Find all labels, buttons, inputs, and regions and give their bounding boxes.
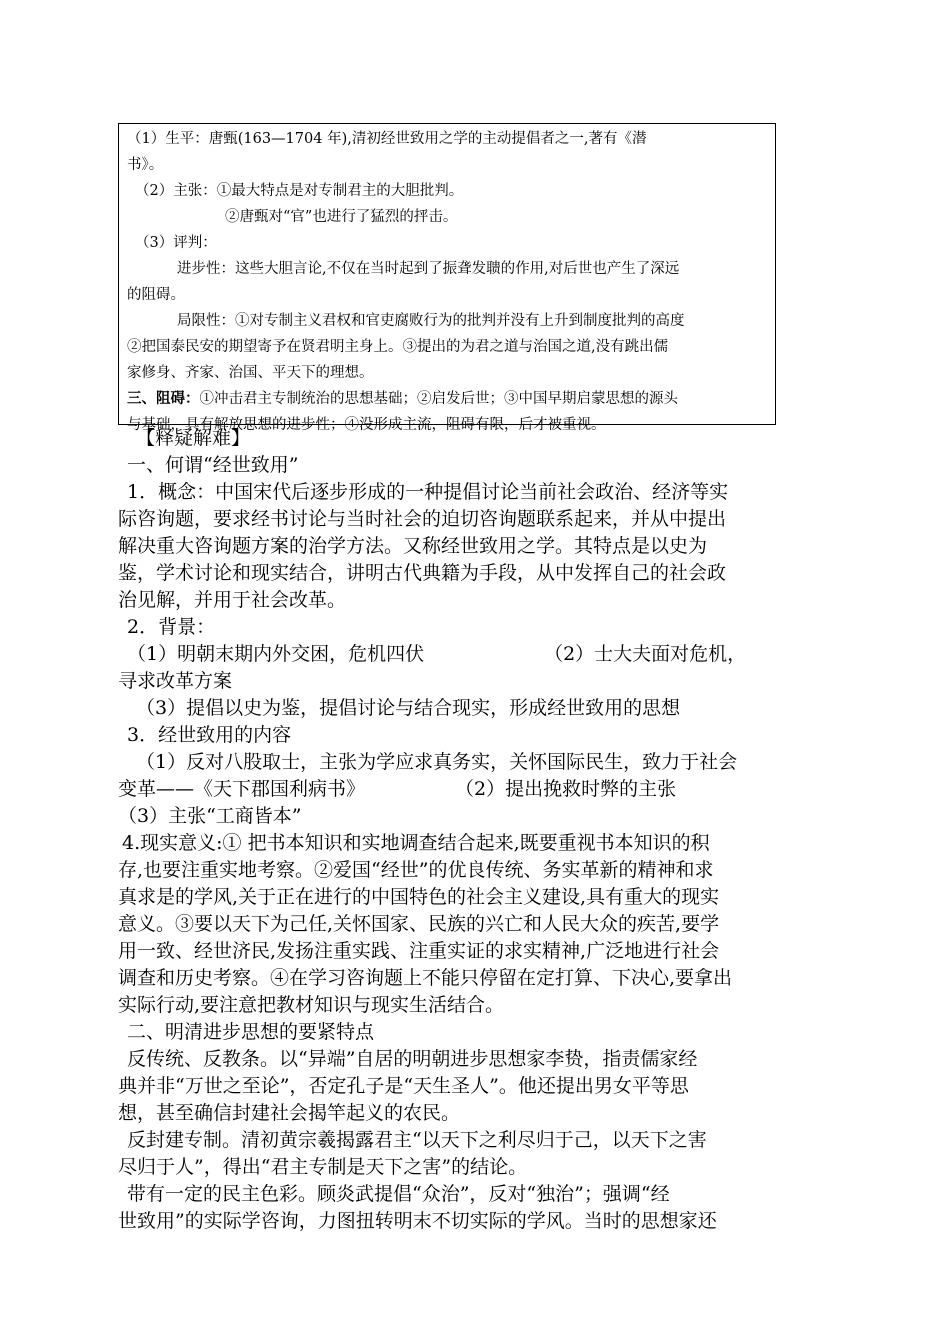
box-line — [127, 386, 767, 412]
box-text: ①冲击君主专制统治的思想基础；②启发后世；③中国早期启蒙思想的源头 — [199, 391, 678, 407]
paragraph-line: 用一致、经世济民,发扬注重实践、注重实证的求实精神,广泛地进行社会 — [118, 940, 720, 962]
paragraph-line: 1．概念：中国宋代后逐步形成的一种提倡讨论当前社会政治、经济等实 — [127, 481, 729, 503]
box-line: 书》。 — [127, 157, 164, 173]
paragraph-line: 治见解，并用于社会改革。 — [118, 589, 347, 611]
item: （2）士大夫面对危机， — [544, 643, 747, 665]
paragraph-line: 调查和历史考察。④在学习咨询题上不能只停留在定打算、下决心,要拿出 — [118, 967, 733, 989]
paragraph-line: 想，甚至确信封建社会揭竿起义的农民。 — [118, 1102, 461, 1124]
paragraph-line: 鉴，学术讨论和现实结合，讲明古代典籍为手段，从中发挥自己的社会政 — [118, 562, 727, 584]
paragraph-line: （1）反对八股取士，主张为学应求真务实，关怀国际民生，致力于社会 — [136, 751, 738, 773]
paragraph-line: 世致用”的实际学咨询，力图扭转明末不切实际的学风。当时的思想家还 — [118, 1210, 717, 1232]
paragraph-line: 反传统、反教条。以“异端”自居的明朝进步思想家李贽，指责儒家经 — [127, 1048, 698, 1070]
main-text — [118, 425, 838, 1235]
paragraph-line: 解决重大咨询题方案的治学方法。又称经世致用之学。其特点是以史为 — [118, 535, 708, 557]
paragraph-line: 尽归于人”，得出“君主专制是天下之害”的结论。 — [118, 1156, 528, 1178]
paragraph-line: 存,也要注重实地考察。②爱国“经世”的优良传统、务实革新的精神和求 — [118, 859, 714, 881]
box-line: （1）生平：唐甄(163—1704 年),清初经世致用之学的主动提倡者之一,著有《潜 — [127, 131, 647, 147]
box-line: 进步性：这些大胆言论,不仅在当时起到了振聋发聩的作用,对后世也产生了深远 — [177, 261, 680, 277]
box-line: 家修身、齐家、治国、平天下的理想。 — [127, 365, 374, 381]
item: （2）提出挽救时弊的主张 — [455, 778, 677, 800]
paragraph-line: 寻求改革方案 — [118, 670, 233, 692]
box-line: ②把国泰民安的期望寄予在贤君明主身上。③提出的为君之道与治国之道,没有跳出儒 — [127, 339, 669, 355]
paragraph-line: 真求是的学风,关于正在进行的中国特色的社会主义建设,具有重大的现实 — [118, 886, 720, 908]
box-line: （2）主张：①最大特点是对专制君主的大胆批判。 — [135, 183, 464, 199]
box-line: 局限性：①对专制主义君权和官吏腐败行为的批判并没有上升到制度批判的高度 — [177, 313, 685, 329]
heading: 3．经世致用的内容 — [127, 724, 292, 746]
summary-box — [118, 123, 776, 433]
paragraph-line: 带有一定的民主色彩。顾炎武提倡“众治”，反对“独治”；强调“经 — [127, 1183, 670, 1205]
item: （1）明朝末期内外交困，危机四伏 — [127, 643, 425, 665]
paragraph-line: 意义。③要以天下为己任,关怀国家、民族的兴亡和人民大众的疾苦,要学 — [118, 913, 720, 935]
paragraph-line — [118, 641, 838, 668]
paragraph-line: 际咨询题，要求经书讨论与当时社会的迫切咨询题联系起来，并从中提出 — [118, 508, 727, 530]
section-heading: 三、阻碍： — [127, 390, 200, 407]
paragraph-line: 4.现实意义:① 把书本知识和实地调查结合起来,既要重视书本知识的积 — [122, 832, 710, 854]
heading: 2．背景： — [127, 616, 216, 638]
item: 变革——《天下郡国利病书》 — [118, 778, 366, 800]
box-line: 的阻碍。 — [127, 287, 185, 303]
box-line: 与基础，具有解放思想的进步性；④没形成主流，阻碍有限，后才被重视。 — [127, 417, 606, 433]
box-line: ②唐甄对“官”也进行了猛烈的抨击。 — [225, 209, 458, 225]
section-title: 【释疑解难】 — [136, 427, 251, 449]
paragraph-line: （3）主张“工商皆本” — [118, 805, 302, 827]
paragraph-line: 反封建专制。清初黄宗羲揭露君主“以天下之利尽归于己，以天下之害 — [127, 1129, 707, 1151]
box-line: （3）评判： — [135, 235, 217, 251]
paragraph-line — [118, 776, 838, 803]
paragraph-line: （3）提倡以史为鉴，提倡讨论与结合现实，形成经世致用的思想 — [136, 697, 681, 719]
paragraph-line: 实际行动,要注意把教材知识与现实生活结合。 — [118, 994, 505, 1016]
paragraph-line: 典并非“万世之至论”，否定孔子是“天生圣人”。他还提出男女平等思 — [118, 1075, 689, 1097]
heading: 二、明清进步思想的要紧特点 — [127, 1021, 375, 1043]
heading: 一、何谓“经世致用” — [127, 454, 299, 476]
